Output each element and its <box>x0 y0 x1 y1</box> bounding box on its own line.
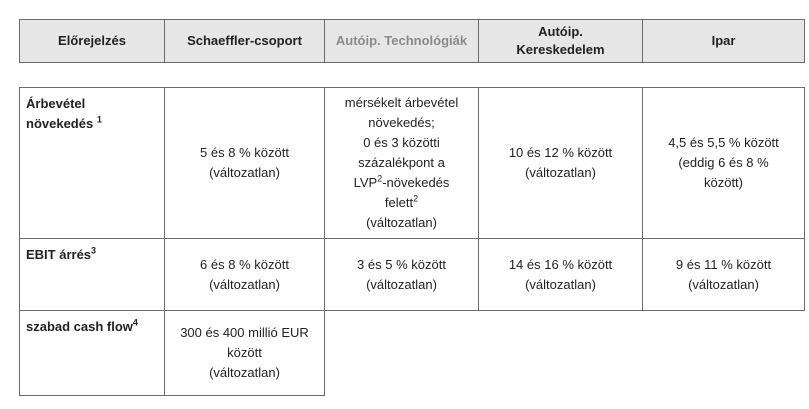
ebit-footnote-ref: 3 <box>91 245 97 256</box>
ebit-industry-status: (változatlan) <box>688 276 759 292</box>
header-automotive-aftermarket <box>479 20 643 63</box>
header-schaeffler-group <box>165 20 325 63</box>
forecast-body-table <box>19 87 805 396</box>
revenue-auto-tech-status: (változatlan) <box>366 215 437 230</box>
ebit-automotive-tech-cell <box>325 239 479 311</box>
revenue-automotive-tech-cell <box>325 88 479 239</box>
row-free-cash-flow <box>20 311 805 396</box>
header-industry-label: Ipar <box>711 33 736 48</box>
ebit-label: EBIT árrés <box>26 247 92 262</box>
forecast-header-table <box>19 19 805 63</box>
header-row <box>20 20 805 63</box>
ebit-automotive-aftermarket-cell <box>479 239 643 311</box>
revenue-group-value: 5 és 8 % között <box>200 145 289 160</box>
fcf-group-cell <box>165 311 325 396</box>
fcf-group-status: (változatlan) <box>209 365 280 380</box>
row-revenue-growth-label <box>20 88 165 239</box>
row-ebit-margin-label <box>20 239 165 311</box>
fcf-empty-cell <box>325 311 479 396</box>
ebit-industry-cell <box>643 239 805 311</box>
header-automotive-aftermarket-line2: Kereskedelem <box>516 42 605 57</box>
fcf-empty-cell <box>479 311 643 396</box>
fcf-group-value: 300 és 400 millió EUR <box>180 325 309 340</box>
revenue-auto-tech-line2: növekedés; <box>368 115 435 130</box>
row-ebit-margin <box>20 239 805 311</box>
revenue-auto-tech-lvp: LVP <box>353 175 378 190</box>
header-forecast-label: Előrejelzés <box>58 33 126 48</box>
header-industry <box>643 20 805 63</box>
revenue-aftermarket-status: (változatlan) <box>525 165 596 180</box>
row-free-cash-flow-label <box>20 311 165 396</box>
revenue-industry-cell <box>643 88 805 239</box>
ebit-aftermarket-status: (változatlan) <box>525 276 596 292</box>
ebit-group-status: (változatlan) <box>209 276 280 292</box>
fcf-label: szabad cash flow <box>26 319 133 334</box>
revenue-automotive-aftermarket-cell <box>479 88 643 239</box>
ebit-group-cell <box>165 239 325 311</box>
revenue-auto-tech-above: felett <box>384 195 414 210</box>
fcf-empty-cell <box>643 311 805 396</box>
ebit-industry-value: 9 és 11 % között <box>675 256 772 272</box>
revenue-auto-tech-footnote-ref-b: 2 <box>413 193 419 204</box>
ebit-auto-tech-value: 3 és 5 % között <box>357 256 446 272</box>
header-forecast <box>20 20 165 63</box>
ebit-auto-tech-status: (változatlan) <box>366 276 437 292</box>
ebit-aftermarket-value: 14 és 16 % között <box>508 256 613 272</box>
revenue-auto-tech-line3: 0 és 3 közötti <box>363 135 440 150</box>
revenue-label-line1: Árbevétel <box>26 96 86 111</box>
header-automotive-aftermarket-line1: Autóip. <box>538 24 583 39</box>
revenue-auto-tech-footnote-ref-a: 2 <box>377 173 383 184</box>
row-revenue-growth <box>20 88 805 239</box>
revenue-aftermarket-value: 10 és 12 % között <box>508 145 613 160</box>
revenue-footnote-ref: 1 <box>96 114 102 125</box>
revenue-label-line2: növekedés <box>26 116 94 131</box>
revenue-industry-previous: (eddig 6 és 8 % <box>678 155 769 170</box>
header-schaeffler-group-label: Schaeffler-csoport <box>187 33 302 48</box>
revenue-group-status: (változatlan) <box>209 165 280 180</box>
fcf-group-value-end: között <box>227 345 262 360</box>
ebit-group-value: 6 és 8 % között <box>200 256 289 272</box>
revenue-auto-tech-line4: százalékpont a <box>358 155 445 170</box>
header-automotive-technologies-label: Autóip. Technológiák <box>335 33 468 48</box>
revenue-auto-tech-line1: mérsékelt árbevétel <box>344 95 459 110</box>
revenue-auto-tech-growth: -növekedés <box>382 175 450 190</box>
header-automotive-technologies <box>325 20 479 63</box>
fcf-footnote-ref: 4 <box>132 317 138 328</box>
revenue-industry-value: 4,5 és 5,5 % között <box>668 135 779 150</box>
revenue-industry-previous-end: között) <box>703 175 743 190</box>
revenue-group-cell <box>165 88 325 239</box>
